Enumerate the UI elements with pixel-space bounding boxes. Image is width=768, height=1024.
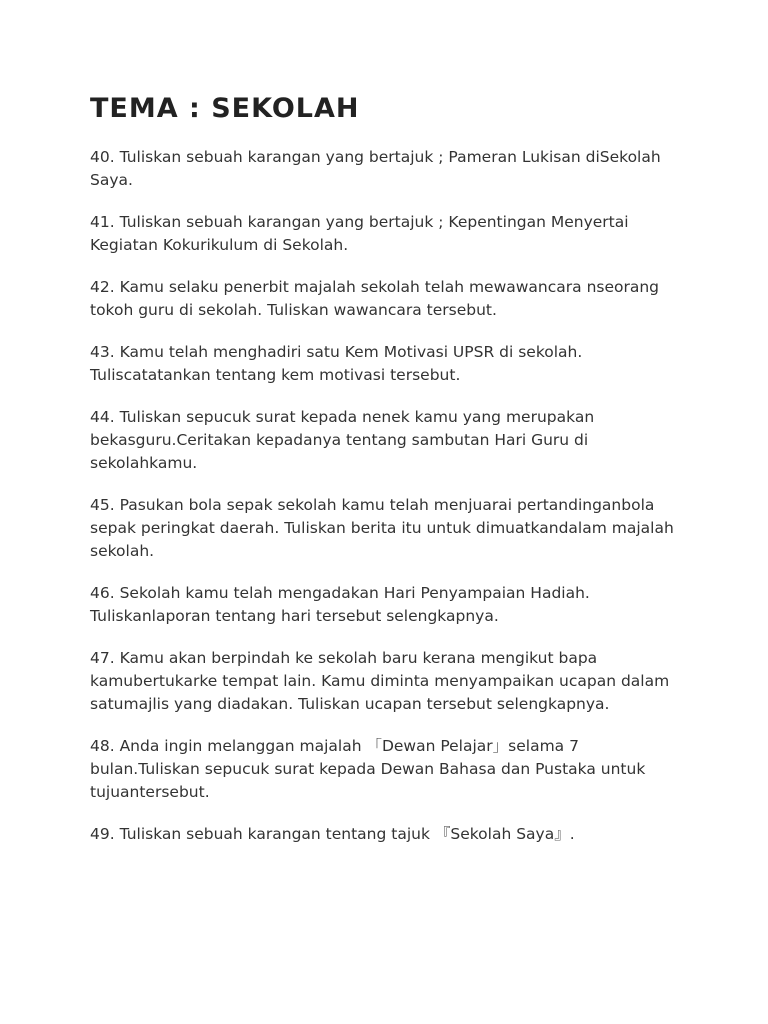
question-48-line-2: bulan.Tuliskan sepucuk surat kepada Dewan Bahasa dan Pustaka untuk: [90, 760, 646, 778]
question-42-line-2: tokoh guru di sekolah. Tuliskan wawancara tersebut.: [90, 301, 497, 319]
question-46-line-1: 46. Sekolah kamu telah mengadakan Hari Penyampaian Hadiah.: [90, 584, 590, 602]
question-48-line-1: 48. Anda ingin melanggan majalah 「Dewan Pelajar」selama 7: [90, 737, 579, 755]
question-42: [90, 276, 700, 322]
question-46: [90, 582, 700, 628]
question-44-line-3: sekolahkamu.: [90, 454, 198, 472]
question-47-line-2: kamubertukarke tempat lain. Kamu diminta menyampaikan ucapan dalam: [90, 672, 670, 690]
question-40: [90, 146, 700, 192]
question-45: [90, 494, 700, 563]
question-49-line-1: 49. Tuliskan sebuah karangan tentang tajuk 『Sekolah Saya』.: [90, 825, 575, 843]
question-45-line-3: sekolah.: [90, 542, 155, 560]
question-41: [90, 211, 700, 257]
question-44: [90, 406, 700, 475]
question-47: [90, 647, 700, 716]
question-47-line-3: satumajlis yang diadakan. Tuliskan ucapan tersebut selengkapnya.: [90, 695, 610, 713]
document-page: [90, 92, 700, 865]
question-44-line-2: bekasguru.Ceritakan kepadanya tentang sambutan Hari Guru di: [90, 431, 589, 449]
question-42-line-1: 42. Kamu selaku penerbit majalah sekolah telah mewawancara nseorang: [90, 278, 660, 296]
question-45-line-1: 45. Pasukan bola sepak sekolah kamu telah menjuarai pertandinganbola: [90, 496, 655, 514]
question-46-line-2: Tuliskanlaporan tentang hari tersebut selengkapnya.: [90, 607, 499, 625]
question-48: [90, 735, 700, 804]
question-41-line-1: 41. Tuliskan sebuah karangan yang bertajuk ; Kepentingan Menyertai: [90, 213, 629, 231]
question-41-line-2: Kegiatan Kokurikulum di Sekolah.: [90, 236, 349, 254]
question-43-line-1: 43. Kamu telah menghadiri satu Kem Motivasi UPSR di sekolah.: [90, 343, 583, 361]
question-45-line-2: sepak peringkat daerah. Tuliskan berita itu untuk dimuatkandalam majalah: [90, 519, 674, 537]
question-40-line-2: Saya.: [90, 171, 133, 189]
question-49: [90, 823, 700, 846]
question-40-line-1: 40. Tuliskan sebuah karangan yang bertajuk ; Pameran Lukisan diSekolah: [90, 148, 661, 166]
question-48-line-3: tujuantersebut.: [90, 783, 210, 801]
question-44-line-1: 44. Tuliskan sepucuk surat kepada nenek kamu yang merupakan: [90, 408, 595, 426]
question-43: [90, 341, 700, 387]
page-title: TEMA : SEKOLAH: [90, 93, 360, 124]
question-43-line-2: Tuliscatatankan tentang kem motivasi tersebut.: [90, 366, 461, 384]
question-47-line-1: 47. Kamu akan berpindah ke sekolah baru kerana mengikut bapa: [90, 649, 598, 667]
